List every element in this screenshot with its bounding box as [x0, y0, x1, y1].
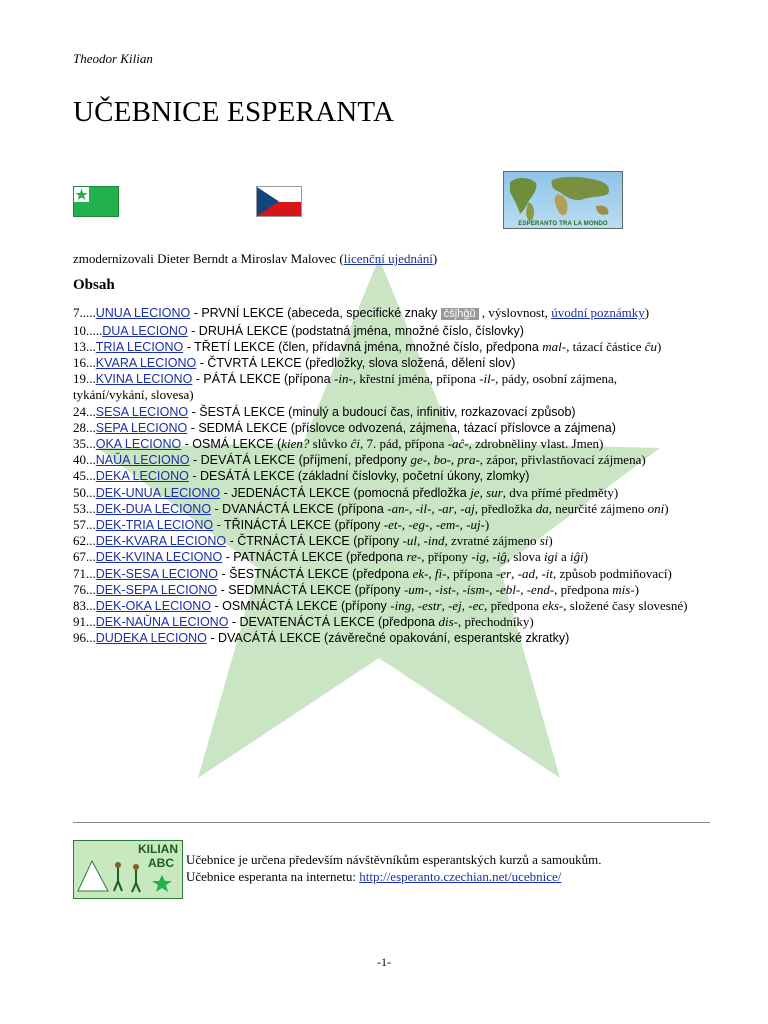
toc-item: 83...DEK-OKA LECIONO - OSMNÁCTÁ LEKCE (přípony -ing, -estr, -ej, -ec, předpona eks-, složené časy slovesné) — [73, 598, 688, 614]
toc-item: 40...NAŬA LECIONO - DEVÁTÁ LEKCE (příjmení, předpony ge-, bo-, pra-, zápor, přivlastňovací zájmena) — [73, 452, 646, 468]
logo-text-kilian: KILIAN — [138, 842, 178, 856]
lesson-link[interactable]: DEK-UNUA LECIONO — [95, 485, 221, 500]
kilian-abc-logo — [73, 840, 183, 899]
toc-item: 91...DEK-NAŬNA LECIONO - DEVATENÁCTÁ LEKCE (předpona dis-, přechodníky) — [73, 614, 534, 630]
toc-item: 13...TRIA LECIONO - TŘETÍ LEKCE (člen, přídavná jména, množné číslo, předpona mal-, tázací částice ĉu) — [73, 338, 662, 354]
footer-note — [186, 851, 602, 885]
lesson-link[interactable]: NAŬA LECIONO — [95, 453, 190, 468]
toc-item: 50...DEK-UNUA LECIONO - JEDENÁCTÁ LEKCE (pomocná předložka je, sur, dva přímé předměty) — [73, 484, 619, 500]
table-of-contents — [73, 305, 688, 646]
toc-item: 24...SESA LECIONO - ŠESTÁ LEKCE (minulý a budoucí čas, infinitiv, rozkazovací způsob) — [73, 403, 576, 419]
lesson-link[interactable]: DEKA LECIONO — [95, 469, 189, 484]
toc-item: 35...OKA LECIONO - OSMÁ LEKCE (kien? slůvko ĉi, 7. pád, přípona -aĉ-, zdrobněliny vlast. Jmen) — [73, 436, 604, 452]
lesson-link[interactable]: DEK-SESA LECIONO — [95, 566, 219, 581]
author-name: Theodor Kilian — [73, 51, 153, 66]
lesson-link[interactable]: OKA LECIONO — [95, 437, 182, 452]
world-map-icon — [504, 172, 622, 228]
lesson-link[interactable]: DEK-DUA LECIONO — [95, 501, 212, 516]
lesson-link[interactable]: KVARA LECIONO — [95, 356, 197, 371]
website-link[interactable]: http://esperanto.czechian.net/ucebnice/ — [359, 869, 562, 884]
toc-item: 67...DEK-KVINA LECIONO - PATNÁCTÁ LEKCE (předpona re-, přípony -ig, -iĝ, slova igi a iĝi) — [73, 549, 589, 565]
toc-item: 71...DEK-SESA LECIONO - ŠESTNÁCTÁ LEKCE (předpona ek-, fi-, přípona -er, -ad, -it, způsob podmiňovací) — [73, 565, 672, 581]
toc-item: 53...DEK-DUA LECIONO - DVANÁCTÁ LEKCE (přípona -an-, -il-, -ar, -aj, předložka da, neurčité zájmeno oni) — [73, 500, 669, 516]
lesson-link[interactable]: KVINA LECIONO — [95, 372, 193, 387]
toc-item: 10.....DUA LECIONO - DRUHÁ LEKCE (podstatná jména, množné číslo, číslovky) — [73, 322, 524, 338]
logo-text-abc: ABC — [148, 856, 174, 870]
contents-heading: Obsah — [73, 277, 115, 294]
czech-flag — [256, 186, 302, 217]
green-star-icon — [74, 187, 89, 202]
contents-section — [70, 238, 688, 798]
toc-item: 16...KVARA LECIONO - ČTVRTÁ LEKCE (předložky, slova složená, dělení slov) — [73, 355, 516, 371]
lesson-link[interactable]: DUA LECIONO — [102, 323, 188, 338]
special-chars-badge: ĉŝĵĥĝŭ — [441, 308, 479, 320]
lesson-link[interactable]: DEK-KVINA LECIONO — [95, 550, 223, 565]
esperanto-flag — [73, 186, 119, 217]
page-title: UČEBNICE ESPERANTA — [73, 96, 395, 128]
lesson-link[interactable]: SEPA LECIONO — [95, 420, 188, 435]
lesson-link[interactable]: UNUA LECIONO — [95, 306, 191, 321]
map-caption: ESPERANTO TRA LA MONDO — [518, 221, 608, 227]
toc-item: 62...DEK-KVARA LECIONO - ČTRNÁCTÁ LEKCE (přípony -ul, -ind, zvratné zájmeno si) — [73, 533, 553, 549]
lesson-link[interactable]: DEK-NAŬNA LECIONO — [95, 615, 229, 630]
divider — [73, 822, 710, 823]
lesson-link[interactable]: DEK-OKA LECIONO — [95, 599, 212, 614]
lesson-link[interactable]: DEK-KVARA LECIONO — [95, 534, 227, 549]
world-map-image — [503, 171, 623, 229]
lesson-link[interactable]: DEK-TRIA LECIONO — [95, 518, 214, 533]
lesson-link[interactable]: DEK-SEPA LECIONO — [95, 582, 218, 597]
toc-item: 96...DUDEKA LECIONO - DVACÁTÁ LEKCE (závěrečné opakování, esperantské zkratky) — [73, 630, 570, 646]
intro-notes-link[interactable]: úvodní poznámky — [551, 305, 645, 321]
toc-item: 76...DEK-SEPA LECIONO - SEDMNÁCTÁ LEKCE (přípony -um-, -ist-, -ism-, -ebl-, -end-, předpona mis-) — [73, 581, 640, 597]
lesson-link[interactable]: SESA LECIONO — [95, 404, 189, 419]
toc-item: 45...DEKA LECIONO - DESÁTÁ LEKCE (základní číslovky, početní úkony, zlomky) — [73, 468, 530, 484]
page-number: -1- — [377, 955, 391, 969]
lesson-link[interactable]: TRIA LECIONO — [95, 339, 184, 354]
lesson-link[interactable]: DUDEKA LECIONO — [95, 631, 207, 646]
footer-line-1: Učebnice je určena především návštěvníkům esperantských kurzů a samoukům. — [186, 852, 602, 867]
credit-line: zmodernizovali Dieter Berndt a Miroslav Malovec (licenční ujednání) — [73, 251, 438, 266]
toc-item: 19...KVINA LECIONO - PÁTÁ LEKCE (přípona -in-, křestní jména, přípona -il-, pády, osobní zájmena, tykání/vykání, slovesa) — [73, 371, 617, 403]
footer-line-2: Učebnice esperanta na internetu: http://esperanto.czechian.net/ucebnice/ — [186, 869, 562, 884]
license-link[interactable]: licenční ujednání — [343, 251, 433, 266]
toc-item: 57...DEK-TRIA LECIONO - TŘINÁCTÁ LEKCE (přípony -et-, -eg-, -em-, -uj-) — [73, 517, 490, 533]
toc-item: 28...SEPA LECIONO - SEDMÁ LEKCE (příslovce odvozená, zájmena, tázací příslovce a zájmena) — [73, 419, 616, 435]
toc-item: 7.....UNUA LECIONO - PRVNÍ LEKCE (abeceda, specifické znaky ĉŝĵĥĝŭ , výslovnost, úvodní poznámky) — [73, 305, 650, 321]
